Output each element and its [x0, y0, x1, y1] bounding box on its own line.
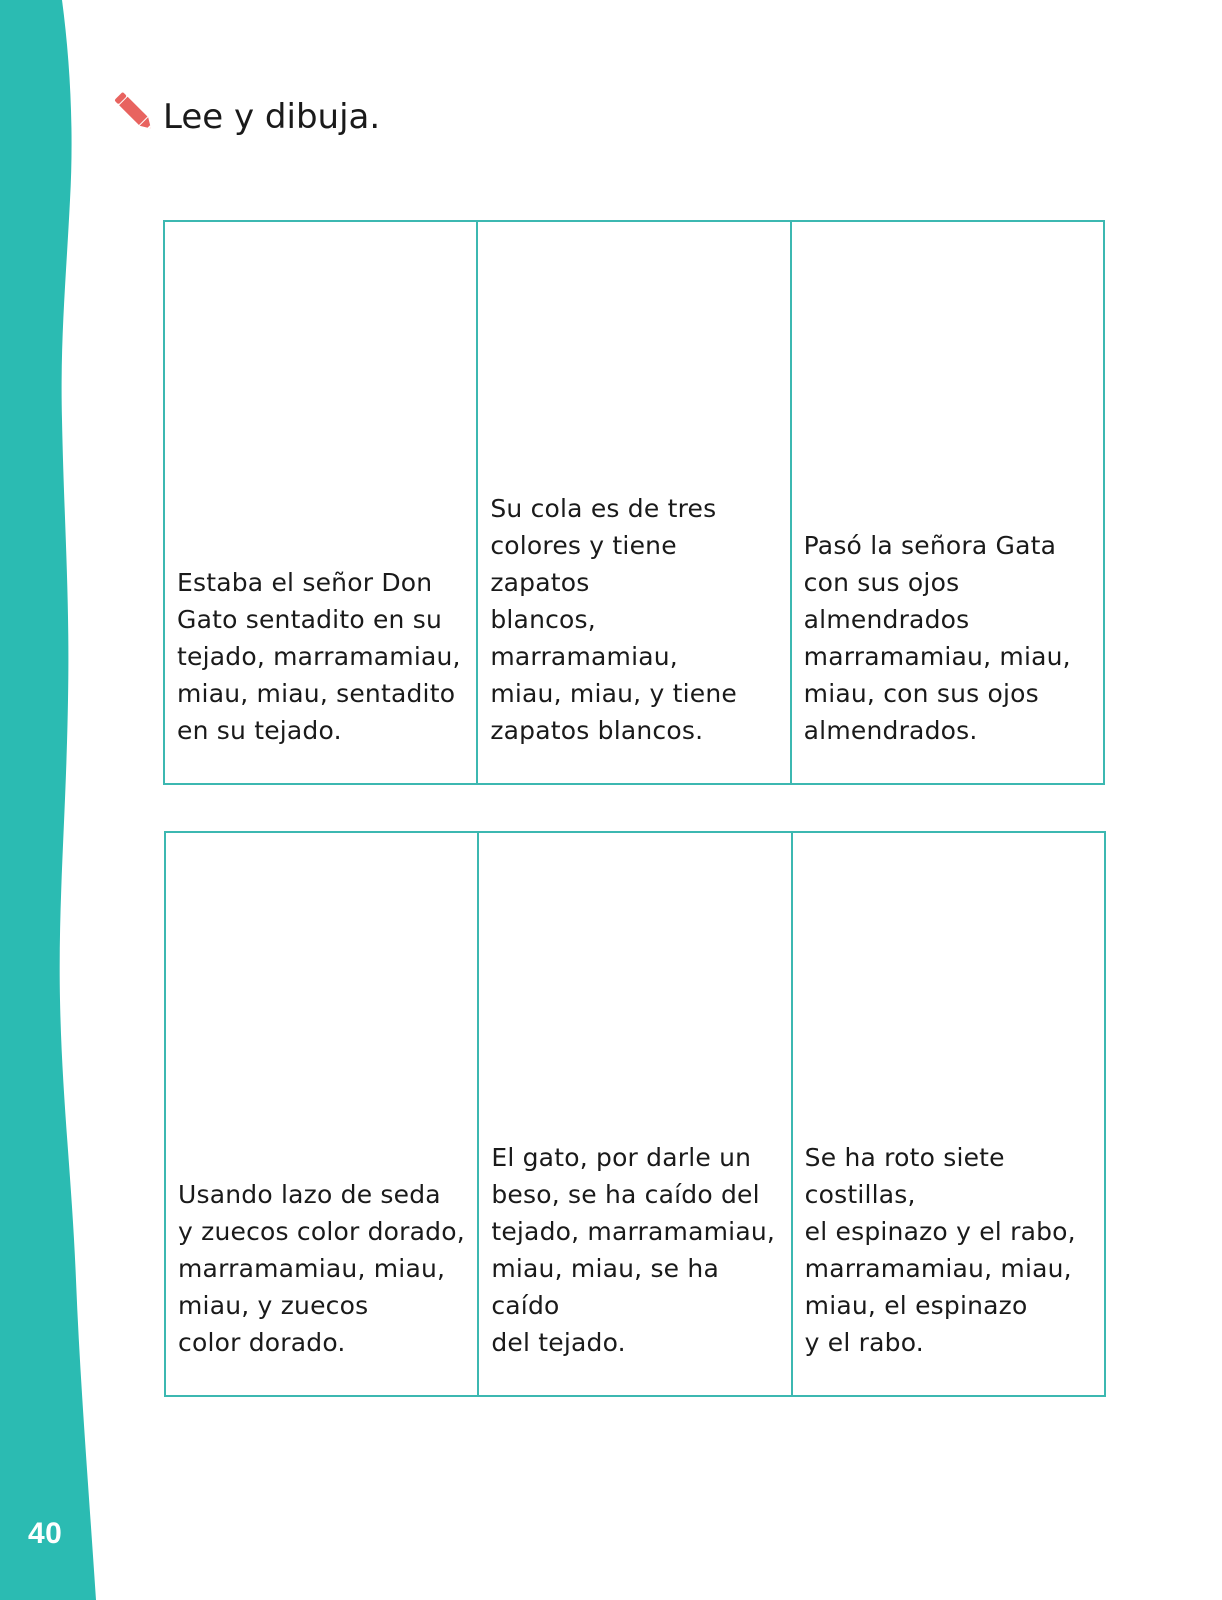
panel-5 [479, 833, 792, 1395]
drawing-area[interactable] [178, 833, 469, 1176]
drawing-area[interactable] [490, 222, 781, 490]
panel-1 [165, 222, 478, 783]
pencil-icon [113, 90, 155, 136]
panel-grid-top [163, 220, 1105, 785]
verse-text: Pasó la señora Gata con sus ojos almendrados marramamiau, miau, miau, con sus ojos almendrados. [803, 531, 1071, 745]
panel-6 [793, 833, 1104, 1395]
verse-text: Estaba el señor Don Gato sentadito en su tejado, marramamiau, miau, miau, sentadito en su tejado. [177, 568, 461, 745]
page-number: 40 [28, 1517, 63, 1550]
side-band [0, 0, 110, 1600]
drawing-area[interactable] [805, 833, 1096, 1139]
verse-text: Su cola es de tres colores y tiene zapatos blancos, marramamiau, miau, miau, y tiene zapatos blancos. [490, 494, 737, 745]
drawing-area[interactable] [491, 833, 782, 1139]
panel-grid-bottom [164, 831, 1106, 1397]
drawing-area[interactable] [177, 222, 468, 564]
instruction [113, 90, 380, 136]
verse-text: Se ha roto siete costillas, el espinazo y el rabo, marramamiau, miau, miau, el espinazo y el rabo. [804, 1143, 1076, 1357]
panel-3 [792, 222, 1103, 783]
verse-text: El gato, por darle un beso, se ha caído del tejado, marramamiau, miau, miau, se ha caído del tejado. [491, 1143, 776, 1357]
instruction-text: Lee y dibuja. [163, 97, 381, 137]
panel-2 [478, 222, 791, 783]
drawing-area[interactable] [804, 222, 1095, 527]
panel-4 [166, 833, 479, 1395]
verse-text: Usando lazo de seda y zuecos color dorado, marramamiau, miau, miau, y zuecos color dorado. [178, 1180, 465, 1357]
